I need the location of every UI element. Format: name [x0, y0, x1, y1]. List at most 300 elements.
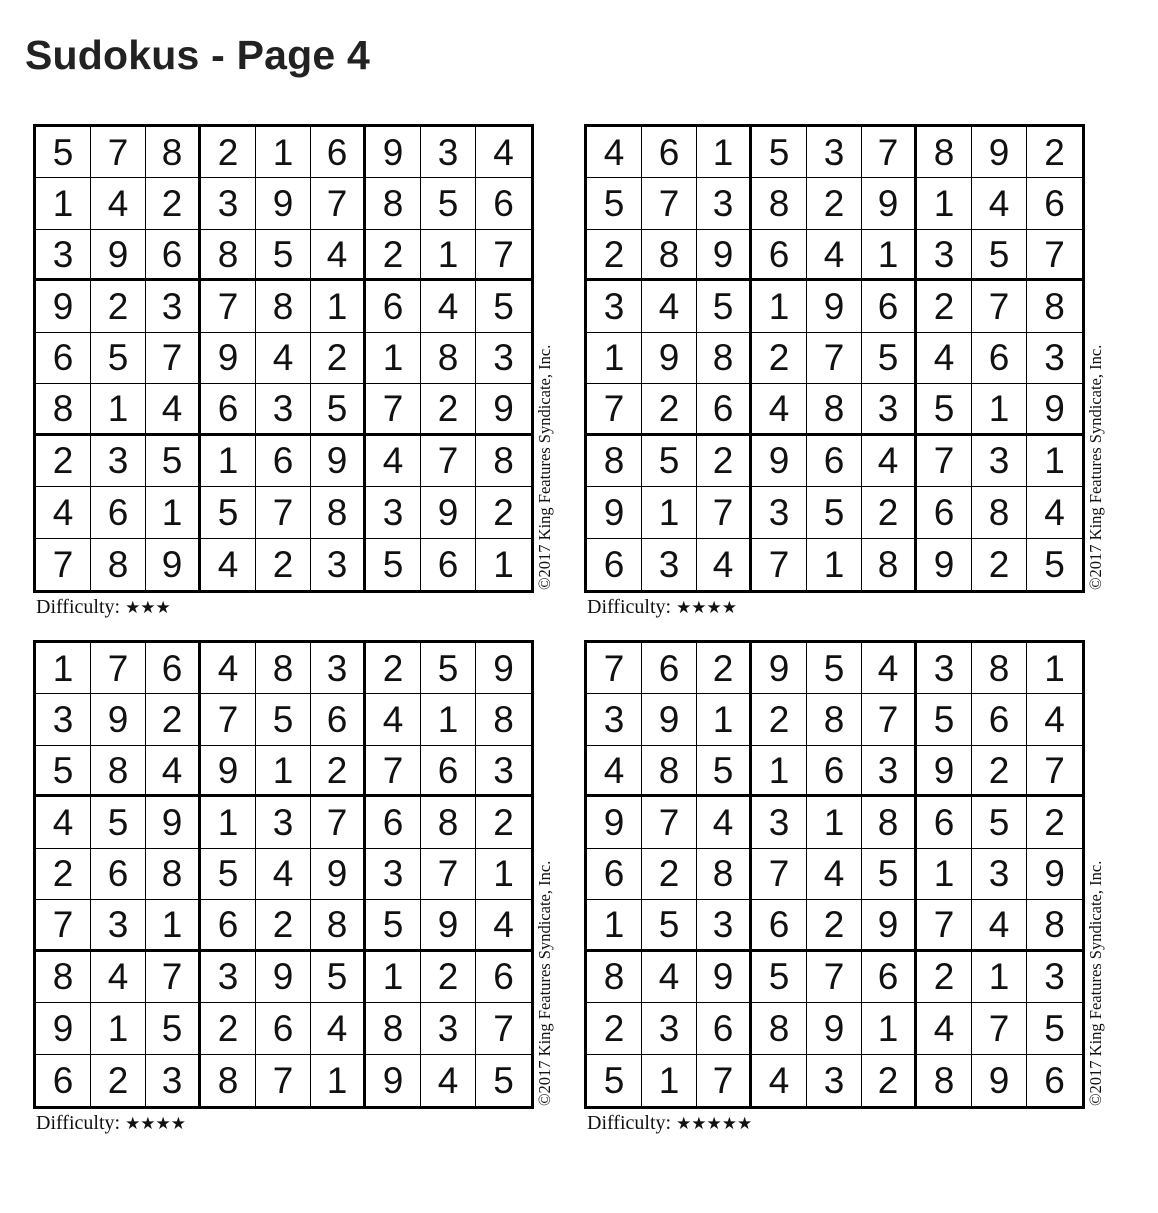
sudoku-cell: 8: [697, 849, 752, 900]
sudoku-cell: 4: [807, 230, 862, 281]
sudoku-cell: 3: [697, 178, 752, 229]
sudoku-cell: 4: [752, 384, 807, 435]
sudoku-cell: 9: [311, 849, 366, 900]
sudoku-cell: 5: [587, 178, 642, 229]
sudoku-cell: 1: [476, 849, 531, 900]
sudoku-cell: 5: [421, 643, 476, 694]
sudoku-cell: 9: [421, 487, 476, 538]
sudoku-cell: 9: [366, 1055, 421, 1106]
sudoku-cell: 3: [311, 643, 366, 694]
sudoku-cell: 5: [917, 694, 972, 745]
sudoku-cell: 5: [917, 384, 972, 435]
sudoku-cell: 9: [1027, 384, 1082, 435]
sudoku-cell: 2: [587, 230, 642, 281]
sudoku-cell: 1: [972, 384, 1027, 435]
sudoku-cell: 5: [91, 333, 146, 384]
sudoku-cell: 7: [91, 643, 146, 694]
sudoku-cell: 6: [311, 694, 366, 745]
sudoku-cell: 8: [146, 849, 201, 900]
sudoku-cell: 6: [752, 900, 807, 951]
sudoku-cell: 4: [36, 487, 91, 538]
sudoku-cell: 1: [311, 281, 366, 332]
sudoku-cell: 8: [917, 1055, 972, 1106]
sudoku-cell: 4: [642, 281, 697, 332]
sudoku-cell: 3: [862, 746, 917, 797]
sudoku-cell: 3: [201, 952, 256, 1003]
sudoku-cell: 3: [146, 1055, 201, 1106]
sudoku-cell: 2: [807, 178, 862, 229]
sudoku-cell: 7: [587, 643, 642, 694]
sudoku-cell: 7: [256, 1055, 311, 1106]
sudoku-cell: 6: [587, 539, 642, 590]
sudoku-cell: 2: [476, 487, 531, 538]
sudoku-cell: 1: [642, 487, 697, 538]
sudoku-cell: 1: [697, 694, 752, 745]
sudoku-cell: 7: [36, 539, 91, 590]
sudoku-cell: 5: [587, 1055, 642, 1106]
sudoku-cell: 2: [366, 230, 421, 281]
sudoku-cell: 7: [201, 281, 256, 332]
sudoku-cell: 1: [311, 1055, 366, 1106]
sudoku-cell: 7: [917, 900, 972, 951]
sudoku-cell: 8: [862, 797, 917, 848]
sudoku-cell: 4: [972, 178, 1027, 229]
copyright-notice: ©2017 King Features Syndicate, Inc.: [1086, 344, 1105, 590]
difficulty-stars: ★★★: [125, 598, 171, 618]
sudoku-grid: [33, 124, 534, 593]
sudoku-cell: 7: [91, 127, 146, 178]
sudoku-cell: 2: [36, 436, 91, 487]
sudoku-cell: 4: [256, 333, 311, 384]
sudoku-cell: 4: [91, 178, 146, 229]
sudoku-cell: 7: [642, 797, 697, 848]
sudoku-cell: 5: [642, 900, 697, 951]
sudoku-cell: 4: [1027, 694, 1082, 745]
sudoku-cell: 3: [587, 281, 642, 332]
sudoku-cell: 6: [476, 178, 531, 229]
sudoku-cell: 3: [256, 797, 311, 848]
sudoku-cell: 5: [1027, 1003, 1082, 1054]
sudoku-cell: 5: [91, 797, 146, 848]
difficulty-rating: [36, 1112, 186, 1135]
sudoku-cell: 9: [917, 539, 972, 590]
sudoku-cell: 2: [917, 952, 972, 1003]
sudoku-cell: 9: [36, 281, 91, 332]
sudoku-cell: 6: [752, 230, 807, 281]
sudoku-cell: 4: [421, 281, 476, 332]
sudoku-cell: 8: [642, 230, 697, 281]
sudoku-cell: 9: [201, 746, 256, 797]
sudoku-cell: 2: [752, 333, 807, 384]
sudoku-cell: 6: [201, 900, 256, 951]
sudoku-cell: 6: [917, 797, 972, 848]
sudoku-cell: 1: [366, 952, 421, 1003]
sudoku-cell: 8: [421, 797, 476, 848]
sudoku-cell: 1: [493, 543, 514, 585]
sudoku-cell: 5: [421, 178, 476, 229]
sudoku-cell: 9: [91, 694, 146, 745]
sudoku-cell: 7: [366, 384, 421, 435]
sudoku-cell: 4: [917, 1003, 972, 1054]
sudoku-cell: 5: [752, 952, 807, 1003]
sudoku-puzzle-4: [584, 640, 1144, 1160]
difficulty-rating: [36, 596, 171, 619]
sudoku-cell: 7: [972, 1003, 1027, 1054]
sudoku-cell: 6: [807, 746, 862, 797]
sudoku-cell: 9: [1027, 849, 1082, 900]
sudoku-cell: 8: [972, 487, 1027, 538]
sudoku-cell: 6: [366, 281, 421, 332]
sudoku-cell: 2: [807, 900, 862, 951]
sudoku-cell: 2: [256, 539, 311, 590]
sudoku-cell: 6: [807, 436, 862, 487]
sudoku-cell: 7: [146, 952, 201, 1003]
sudoku-cell: 3: [366, 849, 421, 900]
sudoku-cell: 5: [201, 849, 256, 900]
sudoku-cell: 9: [642, 694, 697, 745]
sudoku-cell: 4: [256, 849, 311, 900]
sudoku-cell: 2: [366, 643, 421, 694]
sudoku-cell: 3: [91, 900, 146, 951]
sudoku-cell: 3: [642, 539, 697, 590]
sudoku-cell: 2: [201, 127, 256, 178]
sudoku-cell: 8: [807, 694, 862, 745]
sudoku-cell: 9: [311, 436, 366, 487]
sudoku-cell: 8: [587, 436, 642, 487]
sudoku-cell: 1: [421, 230, 476, 281]
sudoku-cell: 4: [201, 643, 256, 694]
sudoku-cell: 7: [366, 746, 421, 797]
sudoku-cell: 2: [917, 281, 972, 332]
sudoku-cell: 2: [146, 694, 201, 745]
sudoku-cell: 6: [421, 746, 476, 797]
sudoku-cell: 7: [697, 1055, 752, 1106]
sudoku-cell: 2: [972, 539, 1027, 590]
sudoku-cell: 2: [311, 333, 366, 384]
sudoku-cell: 2: [91, 281, 146, 332]
copyright-notice: ©2017 King Features Syndicate, Inc.: [535, 860, 554, 1106]
sudoku-cell: 6: [972, 333, 1027, 384]
sudoku-cell: 9: [587, 487, 642, 538]
sudoku-grid: [33, 640, 534, 1109]
sudoku-cell: 6: [642, 127, 697, 178]
sudoku-cell: 6: [146, 643, 201, 694]
sudoku-cell: 1: [36, 178, 91, 229]
sudoku-cell: 6: [91, 849, 146, 900]
sudoku-cell: 5: [36, 746, 91, 797]
sudoku-cell: 9: [752, 436, 807, 487]
sudoku-cell: 5: [752, 127, 807, 178]
sudoku-cell: 2: [421, 952, 476, 1003]
sudoku-cell: 9: [862, 900, 917, 951]
sudoku-cell: 4: [917, 333, 972, 384]
sudoku-cell: 1: [807, 539, 862, 590]
sudoku-cell: 6: [476, 952, 531, 1003]
sudoku-cell: 6: [972, 694, 1027, 745]
sudoku-cell: 8: [421, 333, 476, 384]
sudoku-cell: 4: [91, 952, 146, 1003]
sudoku-cell: 5: [311, 952, 366, 1003]
sudoku-cell: 3: [587, 694, 642, 745]
sudoku-puzzle-1: [33, 124, 593, 644]
difficulty-rating: [587, 596, 737, 619]
sudoku-cell: 7: [862, 127, 917, 178]
sudoku-cell: 9: [256, 178, 311, 229]
sudoku-cell: 2: [36, 849, 91, 900]
sudoku-cell: 2: [862, 1055, 917, 1106]
sudoku-cell: 1: [917, 178, 972, 229]
sudoku-cell: 1: [146, 487, 201, 538]
sudoku-cell: 4: [201, 539, 256, 590]
sudoku-cell: 8: [917, 127, 972, 178]
sudoku-cell: 6: [862, 952, 917, 1003]
sudoku-cell: 8: [752, 1003, 807, 1054]
sudoku-cell: 6: [1044, 1059, 1065, 1101]
sudoku-cell: 5: [256, 230, 311, 281]
sudoku-cell: 6: [862, 281, 917, 332]
sudoku-cell: 3: [146, 281, 201, 332]
sudoku-cell: 6: [697, 1003, 752, 1054]
sudoku-cell: 9: [697, 230, 752, 281]
sudoku-cell: 9: [476, 384, 531, 435]
sudoku-cell: 8: [36, 952, 91, 1003]
sudoku-cell: 4: [752, 1055, 807, 1106]
sudoku-cell: 1: [587, 900, 642, 951]
sudoku-cell: 7: [752, 539, 807, 590]
sudoku-cell: 9: [972, 1055, 1027, 1106]
sudoku-cell: 5: [642, 436, 697, 487]
sudoku-cell: 9: [146, 797, 201, 848]
sudoku-cell: 6: [587, 849, 642, 900]
sudoku-cell: 9: [36, 1003, 91, 1054]
sudoku-cell: 3: [807, 127, 862, 178]
sudoku-cell: 4: [476, 900, 531, 951]
sudoku-cell: 3: [972, 849, 1027, 900]
sudoku-cell: 5: [311, 384, 366, 435]
sudoku-cell: 2: [862, 487, 917, 538]
sudoku-cell: 8: [862, 539, 917, 590]
sudoku-cell: 3: [917, 230, 972, 281]
sudoku-cell: 8: [1027, 900, 1082, 951]
sudoku-cell: 6: [642, 643, 697, 694]
sudoku-cell: 1: [146, 900, 201, 951]
sudoku-cell: 3: [421, 127, 476, 178]
sudoku-cell: 6: [256, 436, 311, 487]
sudoku-cell: 5: [862, 849, 917, 900]
sudoku-cell: 4: [36, 797, 91, 848]
sudoku-cell: 3: [807, 1055, 862, 1106]
sudoku-cell: 2: [587, 1003, 642, 1054]
sudoku-cell: 9: [807, 1003, 862, 1054]
sudoku-cell: 2: [972, 746, 1027, 797]
sudoku-cell: 5: [366, 539, 421, 590]
sudoku-cell: 9: [256, 952, 311, 1003]
sudoku-cell: 7: [476, 230, 531, 281]
sudoku-cell: 2: [697, 643, 752, 694]
sudoku-cell: 6: [256, 1003, 311, 1054]
sudoku-cell: 2: [752, 694, 807, 745]
difficulty-label: Difficulty:: [36, 1112, 121, 1134]
sudoku-cell: 4: [311, 230, 366, 281]
sudoku-cell: 2: [1027, 127, 1082, 178]
sudoku-cell: 2: [146, 178, 201, 229]
sudoku-cell: 7: [421, 436, 476, 487]
sudoku-cell: 1: [201, 436, 256, 487]
sudoku-cell: 3: [1027, 333, 1082, 384]
sudoku-cell: 1: [91, 384, 146, 435]
sudoku-cell: 9: [587, 797, 642, 848]
sudoku-cell: 9: [697, 952, 752, 1003]
sudoku-cell: 7: [862, 694, 917, 745]
sudoku-cell: 9: [642, 333, 697, 384]
sudoku-cell: 3: [476, 746, 531, 797]
sudoku-cell: 4: [807, 849, 862, 900]
sudoku-cell: 3: [697, 900, 752, 951]
sudoku-cell: 9: [752, 643, 807, 694]
sudoku-cell: 2: [697, 436, 752, 487]
page-title: Sudokus - Page 4: [25, 32, 370, 78]
sudoku-cell: 6: [91, 487, 146, 538]
sudoku-cell: 2: [1027, 797, 1082, 848]
sudoku-cell: 9: [421, 900, 476, 951]
sudoku-cell: 5: [366, 900, 421, 951]
sudoku-cell: 1: [587, 333, 642, 384]
sudoku-cell: 7: [476, 1003, 531, 1054]
sudoku-cell: 2: [642, 384, 697, 435]
sudoku-cell: 9: [862, 178, 917, 229]
sudoku-cell: 5: [256, 694, 311, 745]
sudoku-cell: 3: [642, 1003, 697, 1054]
sudoku-cell: 5: [146, 1003, 201, 1054]
sudoku-cell: 5: [862, 333, 917, 384]
sudoku-cell: 8: [587, 952, 642, 1003]
sudoku-cell: 7: [201, 694, 256, 745]
sudoku-cell: 4: [862, 643, 917, 694]
sudoku-cell: 3: [366, 487, 421, 538]
sudoku-cell: 3: [91, 436, 146, 487]
sudoku-cell: 9: [917, 746, 972, 797]
sudoku-cell: 1: [366, 333, 421, 384]
sudoku-cell: 3: [311, 539, 366, 590]
sudoku-cell: 1: [1027, 436, 1082, 487]
copyright-notice: ©2017 King Features Syndicate, Inc.: [1086, 860, 1105, 1106]
sudoku-cell: 7: [311, 797, 366, 848]
sudoku-cell: 8: [366, 178, 421, 229]
sudoku-cell: 4: [421, 1055, 476, 1106]
sudoku-cell: 3: [1027, 952, 1082, 1003]
difficulty-label: Difficulty:: [587, 1112, 672, 1134]
sudoku-cell: 2: [201, 1003, 256, 1054]
sudoku-cell: 8: [366, 1003, 421, 1054]
sudoku-grid: [584, 640, 1085, 1109]
sudoku-cell: 4: [972, 900, 1027, 951]
sudoku-cell: 6: [36, 1055, 91, 1106]
sudoku-cell: 1: [697, 127, 752, 178]
sudoku-cell: 4: [697, 539, 752, 590]
sudoku-cell: 1: [1027, 643, 1082, 694]
sudoku-cell: 1: [862, 1003, 917, 1054]
sudoku-cell: 2: [476, 797, 531, 848]
sudoku-cell: 9: [91, 230, 146, 281]
sudoku-cell: 8: [476, 694, 531, 745]
sudoku-cell: 6: [311, 127, 366, 178]
sudoku-cell: 8: [256, 281, 311, 332]
sudoku-cell: 1: [807, 797, 862, 848]
sudoku-cell: 4: [697, 797, 752, 848]
sudoku-cell: 5: [1044, 543, 1065, 585]
sudoku-cell: 7: [972, 281, 1027, 332]
sudoku-cell: 7: [917, 436, 972, 487]
sudoku-cell: 4: [146, 384, 201, 435]
sudoku-cell: 4: [146, 746, 201, 797]
sudoku-cell: 3: [256, 384, 311, 435]
sudoku-cell: 9: [476, 643, 531, 694]
sudoku-cell: 8: [752, 178, 807, 229]
sudoku-cell: 1: [642, 1055, 697, 1106]
sudoku-cell: 8: [201, 230, 256, 281]
sudoku-cell: 8: [1027, 281, 1082, 332]
sudoku-cell: 8: [201, 1055, 256, 1106]
sudoku-cell: 2: [642, 849, 697, 900]
difficulty-stars: ★★★★: [125, 1114, 187, 1134]
sudoku-cell: 7: [1027, 230, 1082, 281]
sudoku-cell: 5: [697, 746, 752, 797]
sudoku-cell: 2: [421, 384, 476, 435]
sudoku-cell: 7: [752, 849, 807, 900]
sudoku-cell: 9: [366, 127, 421, 178]
sudoku-cell: 9: [807, 281, 862, 332]
sudoku-cell: 5: [201, 487, 256, 538]
sudoku-cell: 1: [862, 230, 917, 281]
sudoku-cell: 7: [256, 487, 311, 538]
sudoku-cell: 5: [972, 230, 1027, 281]
sudoku-cell: 3: [972, 436, 1027, 487]
sudoku-cell: 1: [201, 797, 256, 848]
sudoku-cell: 5: [476, 281, 531, 332]
sudoku-cell: 1: [752, 281, 807, 332]
sudoku-cell: 5: [972, 797, 1027, 848]
sudoku-cell: 1: [972, 952, 1027, 1003]
sudoku-cell: 3: [421, 1003, 476, 1054]
sudoku-cell: 3: [752, 797, 807, 848]
sudoku-cell: 6: [917, 487, 972, 538]
sudoku-cell: 7: [421, 849, 476, 900]
sudoku-cell: 4: [311, 1003, 366, 1054]
sudoku-cell: 4: [862, 436, 917, 487]
sudoku-cell: 5: [697, 281, 752, 332]
sudoku-cell: 8: [642, 746, 697, 797]
sudoku-cell: 8: [91, 746, 146, 797]
sudoku-cell: 5: [146, 436, 201, 487]
sudoku-puzzle-3: [33, 640, 593, 1160]
sudoku-cell: 3: [917, 643, 972, 694]
sudoku-cell: 3: [36, 230, 91, 281]
sudoku-cell: 1: [36, 643, 91, 694]
sudoku-cell: 6: [697, 384, 752, 435]
sudoku-cell: 8: [311, 900, 366, 951]
sudoku-cell: 8: [972, 643, 1027, 694]
sudoku-cell: 8: [311, 487, 366, 538]
sudoku-cell: 8: [256, 643, 311, 694]
sudoku-cell: 4: [587, 746, 642, 797]
sudoku-cell: 1: [256, 127, 311, 178]
sudoku-cell: 8: [146, 127, 201, 178]
sudoku-cell: 4: [642, 952, 697, 1003]
sudoku-cell: 5: [36, 127, 91, 178]
sudoku-cell: 2: [91, 1055, 146, 1106]
sudoku-cell: 8: [697, 333, 752, 384]
sudoku-cell: 4: [1027, 487, 1082, 538]
